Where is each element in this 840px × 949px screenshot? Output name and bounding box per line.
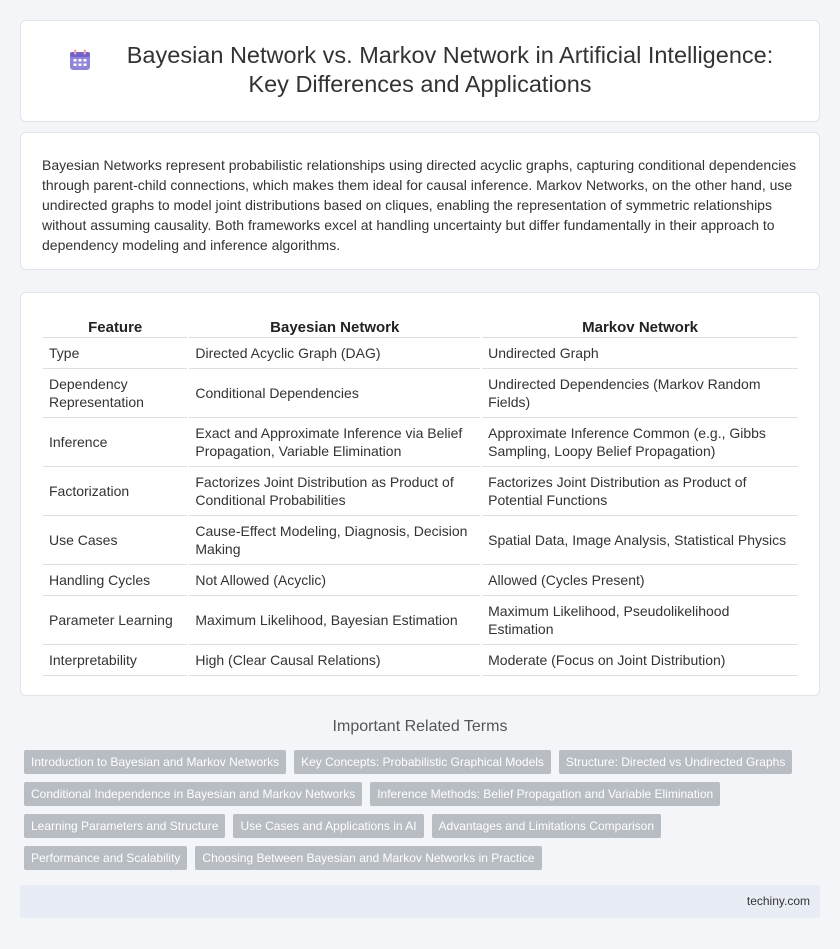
cell-feature: Inference [43,418,187,467]
tag-link[interactable]: Structure: Directed vs Undirected Graphs [559,750,792,774]
table-row [43,418,798,467]
related-terms-heading: Important Related Terms [332,718,508,735]
cell-feature: Use Cases [43,516,187,565]
footer [20,885,820,918]
comparison-table [41,315,800,676]
cell-markov: Undirected Graph [482,338,798,369]
title-line-1: Bayesian Network vs. Markov Network in Artificial Intelligence: [126,42,774,68]
tag-row [24,782,804,806]
table-header-row [43,315,798,338]
table-row [43,565,798,596]
header-markov: Markov Network [482,315,798,338]
cell-feature: Type [43,338,187,369]
table-row [43,516,798,565]
cell-markov: Factorizes Joint Distribution as Product of Potential Functions [482,467,798,516]
tag-link[interactable]: Inference Methods: Belief Propagation and Variable Elimination [370,782,720,806]
cell-bayesian: Factorizes Joint Distribution as Product of Conditional Probabilities [189,467,480,516]
tag-link[interactable]: Introduction to Bayesian and Markov Networks [24,750,286,774]
cell-feature: Parameter Learning [43,596,187,645]
header-feature: Feature [43,315,187,338]
header-card [20,20,820,122]
tag-row [24,750,804,774]
cell-markov: Allowed (Cycles Present) [482,565,798,596]
tag-link[interactable]: Conditional Independence in Bayesian and Markov Networks [24,782,362,806]
cell-markov: Approximate Inference Common (e.g., Gibbs Sampling, Loopy Belief Propagation) [482,418,798,467]
related-terms-tags [24,750,804,878]
table-row [43,338,798,369]
tag-link[interactable]: Use Cases and Applications in AI [233,814,423,838]
tag-link[interactable]: Advantages and Limitations Comparison [432,814,661,838]
table-row [43,467,798,516]
tag-link[interactable]: Key Concepts: Probabilistic Graphical Models [294,750,551,774]
tag-link[interactable]: Performance and Scalability [24,846,187,870]
tag-link[interactable]: Learning Parameters and Structure [24,814,225,838]
cell-markov: Maximum Likelihood, Pseudolikelihood Estimation [482,596,798,645]
cell-bayesian: Conditional Dependencies [189,369,480,418]
table-row [43,596,798,645]
cell-feature: Factorization [43,467,187,516]
cell-bayesian: High (Clear Causal Relations) [189,645,480,676]
cell-bayesian: Maximum Likelihood, Bayesian Estimation [189,596,480,645]
intro-paragraph: Bayesian Networks represent probabilistic relationships using directed acyclic graphs, capturing conditional dependencies through parent-child connections, which makes them ideal for causal inference. Markov Networks, on the other hand, use undirected graphs to model joint distributions based on cliques, enabling the representation of symmetric relationships without assuming causality. Both frameworks excel at handling uncertainty but differ fundamentally in their approach to dependency modeling and inference algorithms. [42,157,797,253]
cell-markov: Undirected Dependencies (Markov Random Fields) [482,369,798,418]
cell-markov: Moderate (Focus on Joint Distribution) [482,645,798,676]
cell-feature: Handling Cycles [43,565,187,596]
cell-bayesian: Exact and Approximate Inference via Belief Propagation, Variable Elimination [189,418,480,467]
header-bayesian: Bayesian Network [189,315,480,338]
table-row [43,645,798,676]
cell-bayesian: Directed Acyclic Graph (DAG) [189,338,480,369]
table-row [43,369,798,418]
cell-bayesian: Cause-Effect Modeling, Diagnosis, Decision Making [189,516,480,565]
cell-feature: Dependency Representation [43,369,187,418]
title-line-2: Key Differences and Applications [248,71,592,97]
cell-markov: Spatial Data, Image Analysis, Statistical Physics [482,516,798,565]
tag-row [24,846,804,870]
page-title [21,41,819,99]
cell-feature: Interpretability [43,645,187,676]
tag-row [24,814,804,838]
footer-site-link[interactable]: techiny.com [746,894,810,908]
tag-link[interactable]: Choosing Between Bayesian and Markov Networks in Practice [195,846,541,870]
cell-bayesian: Not Allowed (Acyclic) [189,565,480,596]
comparison-table-card [20,292,820,696]
intro-card [20,132,820,270]
